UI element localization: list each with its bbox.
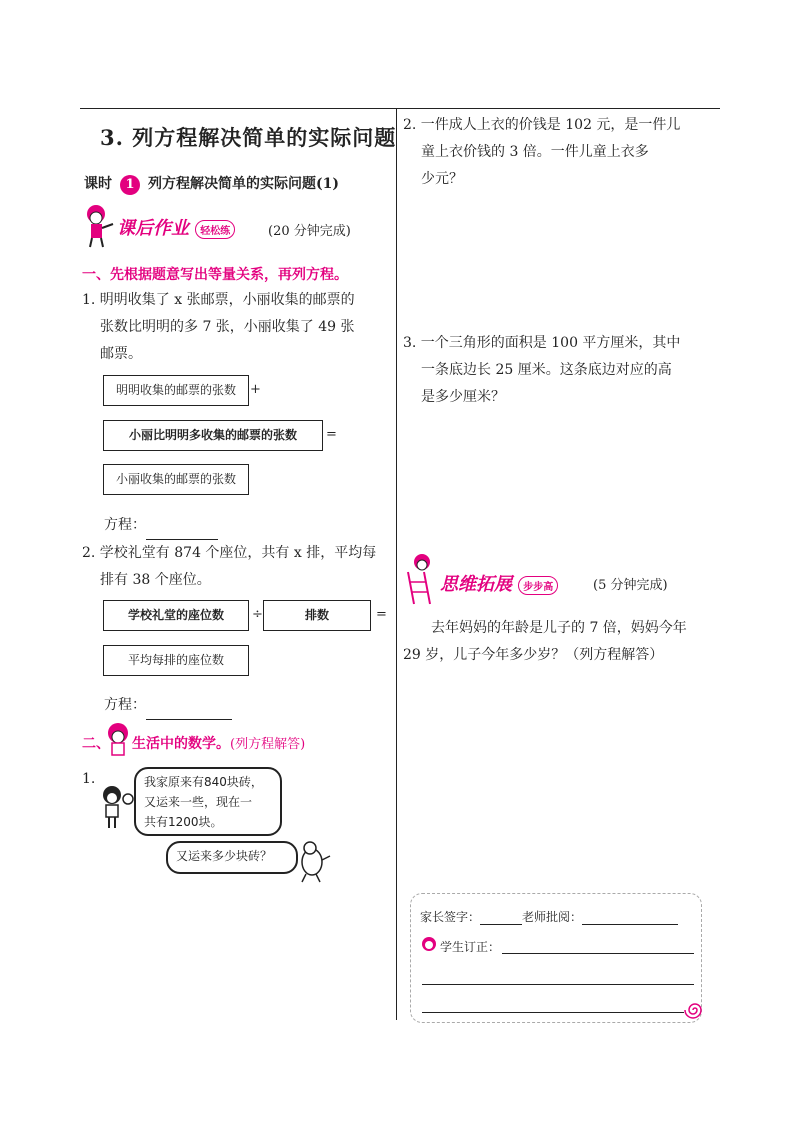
homework-banner: [117, 214, 235, 240]
q1-equals: =: [326, 427, 337, 442]
q2-divide: ÷: [252, 607, 263, 622]
homework-time: (20 分钟完成): [268, 224, 351, 239]
right-question-2: [403, 112, 715, 193]
q1-line2: 张数比明明的多 7 张，小丽收集了 49 张: [100, 319, 355, 335]
lesson-heading: [84, 173, 339, 195]
girl-mascot-icon: [82, 204, 116, 248]
face-icon: [420, 936, 438, 952]
speech-bubble-bird: 又运来多少块砖？: [166, 841, 298, 874]
parent-sign-label: 家长签字：: [420, 910, 481, 924]
q1-line3: 邮票。: [100, 346, 142, 362]
q2-equation-label: 方程：: [104, 697, 146, 713]
q1-equation: [104, 512, 218, 540]
rq3-line1: 3. 一个三角形的面积是 100 平方厘米，其中: [403, 335, 681, 351]
q2-line2: 排有 38 个座位。: [100, 572, 211, 588]
lesson-number: 1: [120, 175, 140, 195]
parent-sign-blank[interactable]: [480, 910, 522, 925]
homework-banner-text: 课后作业: [117, 218, 189, 239]
teacher-review-blank[interactable]: [582, 910, 678, 925]
section2-heading-text: 生活中的数学。: [132, 736, 230, 752]
q1-plus: +: [250, 382, 261, 397]
swirl-icon: [680, 995, 710, 1025]
section2-title: [132, 733, 305, 753]
bird-figure-icon: [292, 836, 332, 884]
boy-figure-icon: [100, 783, 136, 831]
q2-box-seats: 学校礼堂的座位数: [103, 600, 249, 631]
extension-question: [403, 615, 715, 669]
q2-equals: =: [376, 607, 387, 622]
correction-label: 学生订正：: [440, 940, 501, 954]
extension-banner: [440, 570, 558, 596]
q2-equation-blank[interactable]: [146, 692, 232, 720]
q2-box-per-row: 平均每排的座位数: [103, 645, 249, 676]
teacher-review-label: 老师批阅：: [522, 910, 583, 924]
rq2-line3: 少元？: [421, 171, 463, 187]
extension-banner-text: 思维拓展: [440, 574, 512, 595]
q1-box-ming: 明明收集的邮票的张数: [103, 375, 249, 406]
q1-line1: 1. 明明收集了 x 张邮票，小丽收集的邮票的: [82, 292, 355, 308]
ladder-girl-icon: [402, 552, 442, 606]
speech1-line2: 又运来一些，现在一: [144, 795, 253, 809]
correction-line-1[interactable]: [502, 953, 694, 954]
sign-row-1: [420, 908, 678, 925]
column-divider: [396, 108, 397, 1020]
extension-time: (5 分钟完成): [593, 578, 668, 593]
homework-badge: 轻松练: [195, 220, 235, 239]
question-1: [82, 287, 392, 368]
section2-prefix: 二、: [82, 736, 110, 752]
speech-bubble-boy: [134, 767, 282, 836]
header-rule: [80, 108, 720, 109]
lesson-name: 列方程解决简单的实际问题(1): [148, 176, 339, 192]
rq2-line2: 童上衣价钱的 3 倍。一件儿童上衣多: [421, 144, 649, 160]
speech1-line3: 共有1200块。: [144, 815, 223, 829]
ext-line2: 29 岁，儿子今年多少岁？（列方程解答）: [403, 647, 664, 663]
q2-line1: 2. 学校礼堂有 874 个座位，共有 x 排，平均每: [82, 545, 377, 561]
life-q1-number: 1.: [82, 771, 96, 787]
extension-badge: 步步高: [518, 576, 558, 595]
correction-line-2[interactable]: [422, 984, 694, 985]
q1-equation-label: 方程：: [104, 517, 146, 533]
section2-note: (列方程解答): [230, 737, 306, 752]
rq3-line3: 是多少厘米？: [421, 389, 505, 405]
page-title: 3. 列方程解决简单的实际问题: [100, 125, 397, 150]
q1-equation-blank[interactable]: [146, 512, 218, 540]
q2-equation: [104, 692, 232, 720]
q2-box-rows: 排数: [263, 600, 371, 631]
speech1-line1: 我家原来有840块砖，: [144, 775, 263, 789]
right-question-3: [403, 330, 715, 411]
correction-line-3[interactable]: [422, 1012, 684, 1013]
ext-line1: 去年妈妈的年龄是儿子的 7 倍，妈妈今年: [431, 620, 687, 636]
q1-box-diff: 小丽比明明多收集的邮票的张数: [103, 420, 323, 451]
q1-box-li: 小丽收集的邮票的张数: [103, 464, 249, 495]
rq3-line2: 一条底边长 25 厘米。这条底边对应的高: [421, 362, 672, 378]
boy-mascot-icon: [104, 722, 132, 760]
question-2: [82, 540, 392, 594]
rq2-line1: 2. 一件成人上衣的价钱是 102 元，是一件儿: [403, 117, 681, 133]
lesson-prefix: 课时: [84, 176, 112, 192]
section1-heading: 一、先根据题意写出等量关系，再列方程。: [82, 267, 348, 283]
